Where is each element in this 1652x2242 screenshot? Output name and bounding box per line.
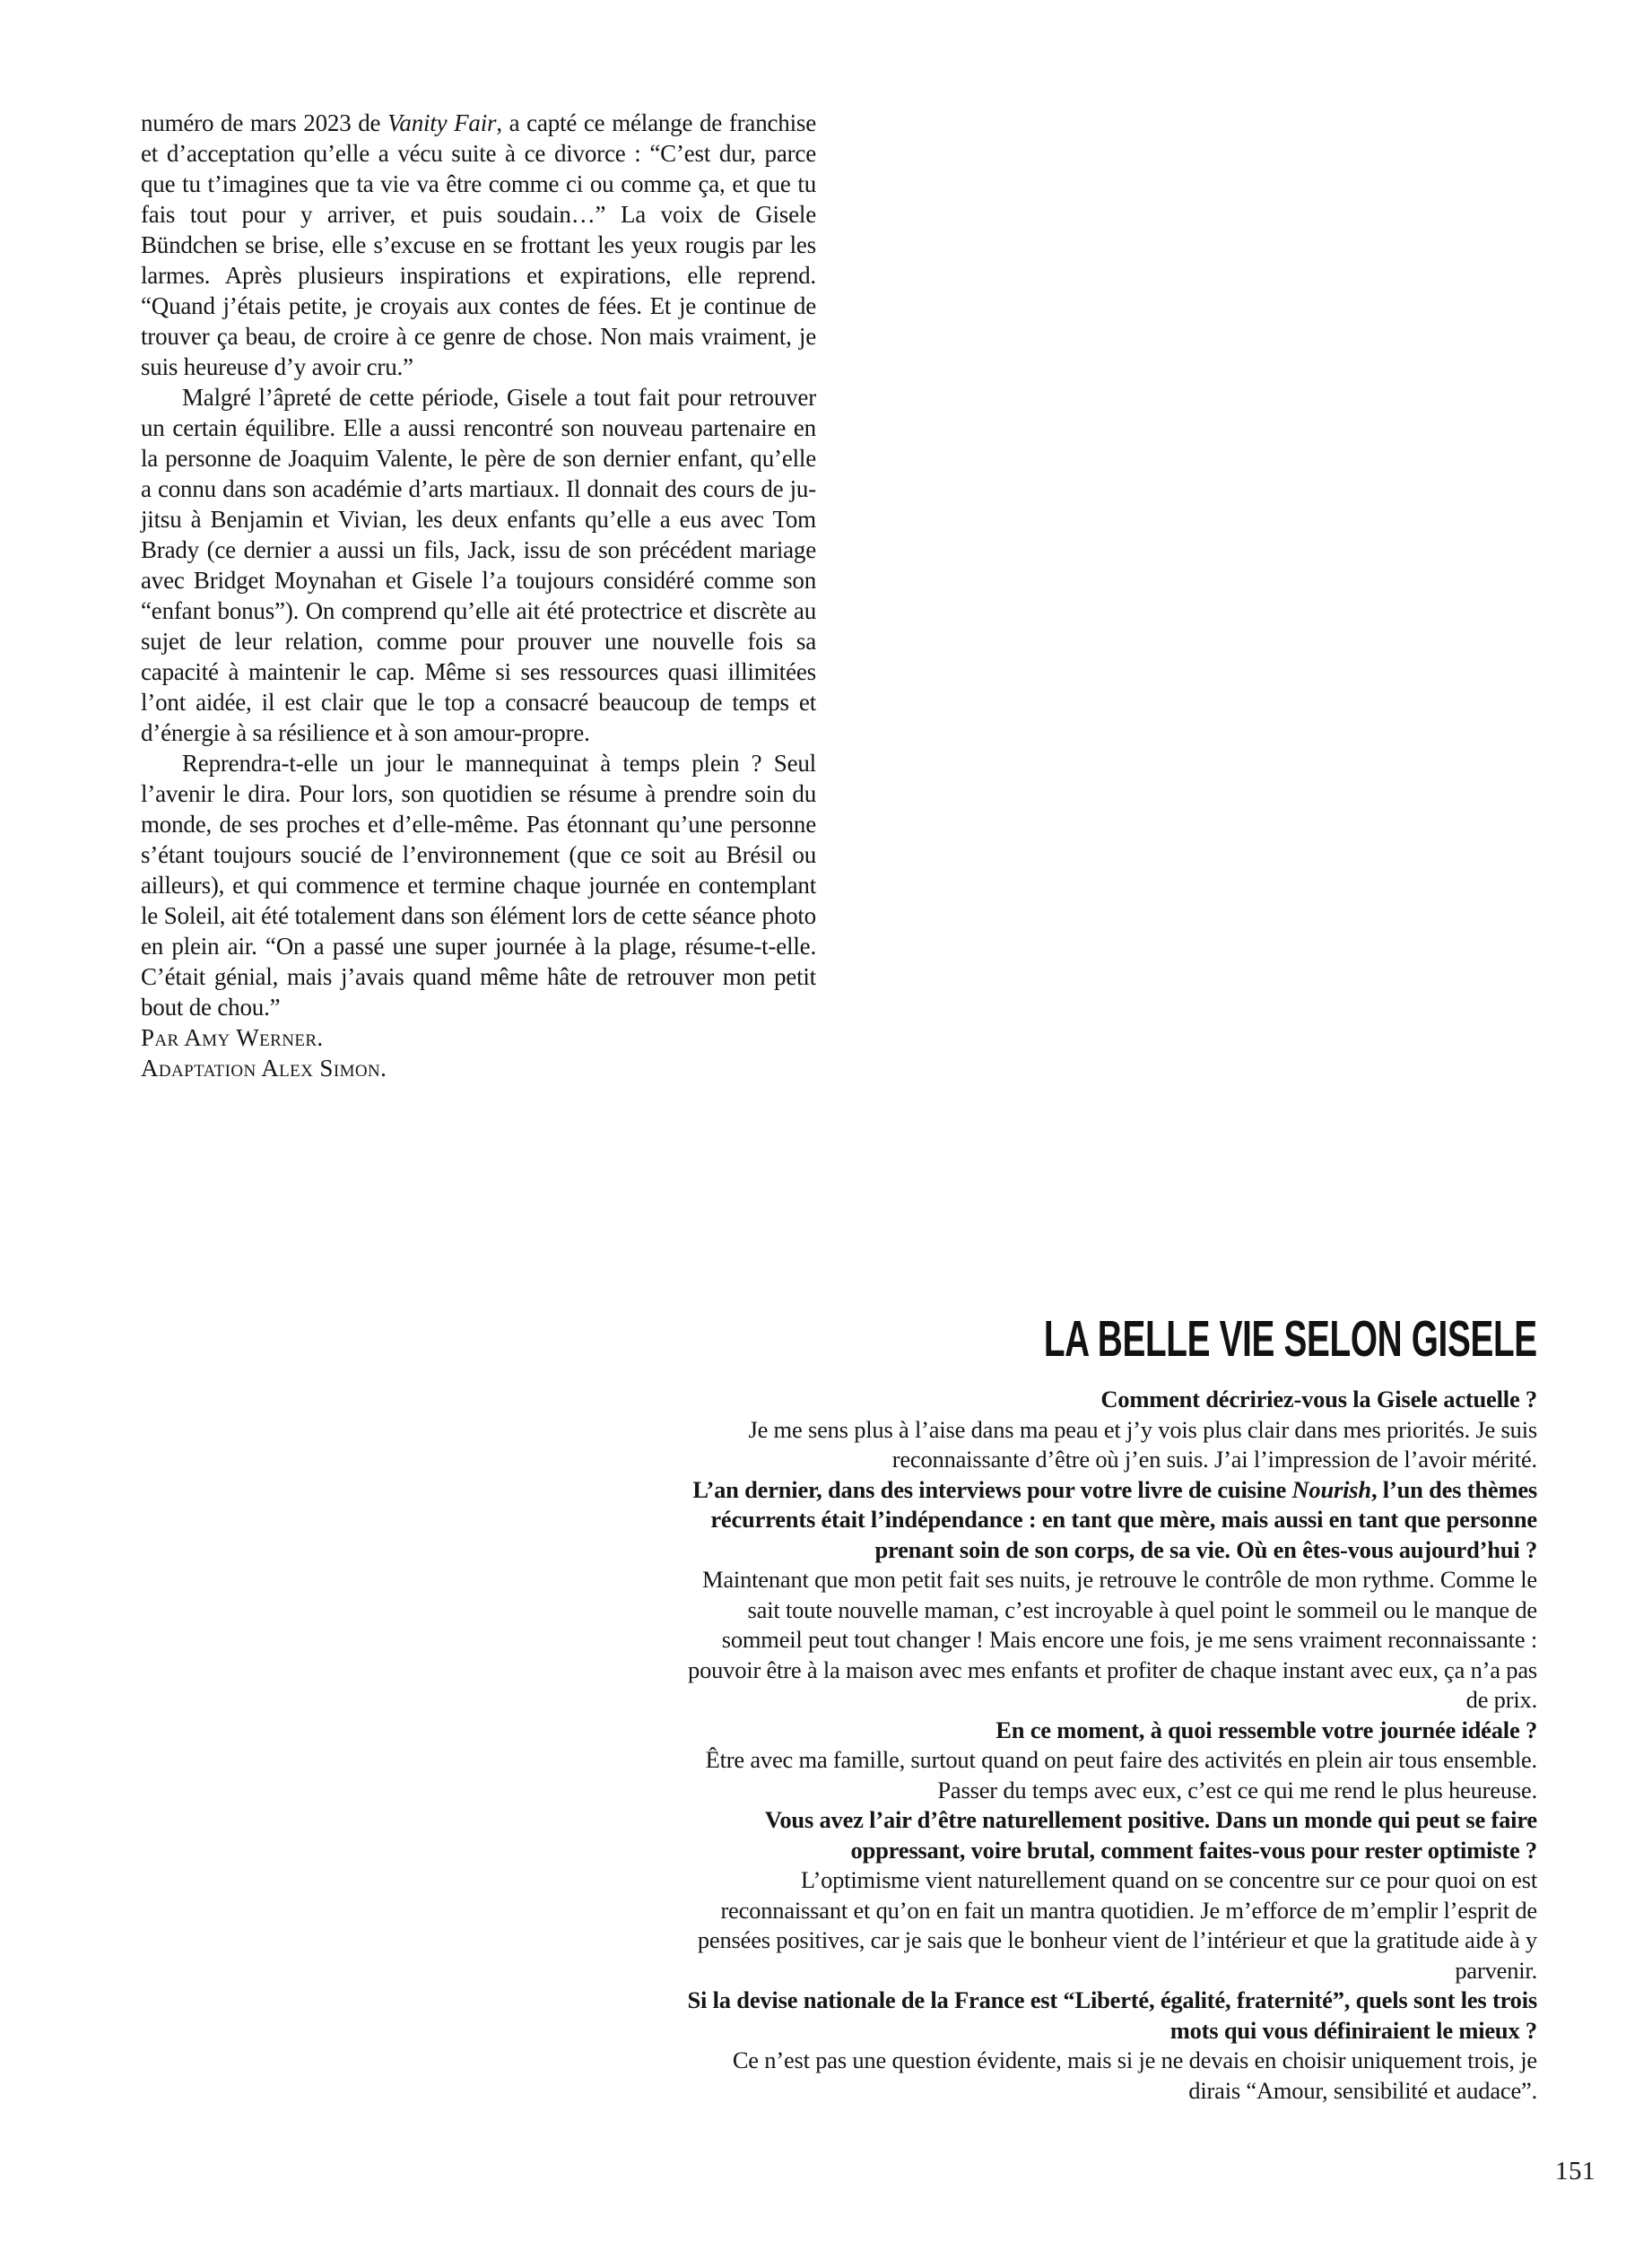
article-paragraph-1 [141, 108, 816, 382]
article-paragraph-3: Reprendra-t-elle un jour le mannequinat à temps plein ? Seul l’avenir le dira. Pour lors, son quotidien se résume à prendre soin du monde, de ses proches et d’elle-même. Pas étonnant qu’une personne s’étant toujours soucié de l’environnement (que ce soit au Brésil ou ailleurs), et qui commence et termine chaque journée en contemplant le Soleil, ait été totalement dans son élément lors de cette séance photo en plein air. “On a passé une super journée à la plage, résume-t-elle. C’était génial, mais j’avais quand même hâte de retrouver mon petit bout de chou.” [141, 750, 816, 1021]
interview-answer-4: L’optimisme vient naturellement quand on se concentre sur ce pour quoi on est reconnaissant et qu’on en fait un mantra quotidien. Je m’efforce de m’emplir l’esprit de pensées positives, car je sais que le bonheur vient de l’intérieur et que la gratitude aide à y parvenir. [697, 1866, 1537, 1984]
article-byline: Par Amy Werner. [141, 1024, 324, 1051]
magazine-title-italic: Vanity Fair [387, 109, 497, 136]
article-column [141, 108, 816, 1083]
interview-answer-2: Maintenant que mon petit fait ses nuits, je retrouve le contrôle de mon rythme. Comme le sait toute nouvelle maman, c’est incroyable à quel point le sommeil ou le manque de sommeil peut tout changer ! Mais encore une fois, je me sens vraiment reconnaissante : pouvoir être à la maison avec mes enfants et profiter de chaque instant avec eux, ça n’a pas de prix. [688, 1566, 1537, 1713]
interview-question-5: Si la devise nationale de la France est “Liberté, égalité, fraternité”, quels sont les trois mots qui vous définiraient le mieux ? [687, 1986, 1537, 2044]
interview-question-3: En ce moment, à quoi ressemble votre journée idéale ? [996, 1716, 1537, 1743]
interview-question-2-rest: , l’un des thèmes récurrents était l’indépendance : en tant que mère, mais aussi en tant que personne prenant soin de son corps, de sa vie. Où en êtes-vous aujourd’hui ? [710, 1475, 1537, 1563]
article-paragraph-1-rest: , a capté ce mélange de franchise et d’acceptation qu’elle a vécu suite à ce divorce : “C’est dur, parce que tu t’imagines que ta vie va être comme ci ou comme ça, et que tu fais tout pour y arriver, et puis soudain…” La voix de Gisele Bündchen se brise, elle s’excuse en se frottant les yeux rougis par les larmes. Après plusieurs inspirations et expirations, elle reprend. “Quand j’étais petite, je croyais aux contes de fées. Et je continue de trouver ça beau, de croire à ce genre de chose. Non mais vraiment, je suis heureuse d’y avoir cru.” [141, 109, 816, 380]
interview-question-4: Vous avez l’air d’être naturellement positive. Dans un monde qui peut se faire oppressant, voire brutal, comment faites-vous pour rester optimiste ? [764, 1806, 1537, 1864]
interview-section [678, 1310, 1537, 2106]
interview-title [678, 1310, 1537, 1368]
article-paragraph-2: Malgré l’âpreté de cette période, Gisele a tout fait pour retrouver un certain équilibre. Elle a aussi rencontré son nouveau partenaire en la personne de Joaquim Valente, le père de son dernier enfant, qu’elle a connu dans son académie d’arts martiaux. Il donnait des cours de ju-jitsu à Benjamin et Vivian, les deux enfants qu’elle a eus avec Tom Brady (ce dernier a aussi un fils, Jack, issu de son précédent mariage avec Bridget Moynahan et Gisele l’a toujours considéré comme son “enfant bonus”). On comprend qu’elle ait été protectrice et discrète au sujet de leur relation, comme pour prouver une nouvelle fois sa capacité à maintenir le cap. Même si ses ressources quasi illimitées l’ont aidée, il est clair que le top a consacré beaucoup de temps et d’énergie à sa résilience et à son amour-propre. [141, 384, 816, 746]
interview-question-2 [678, 1475, 1537, 1566]
article-paragraph-1-lead: numéro de mars 2023 de [141, 109, 388, 136]
page-number: 151 [1555, 2157, 1595, 2186]
interview-question-2-lead: L’an dernier, dans des interviews pour votre livre de cuisine [692, 1475, 1292, 1503]
article-adaptation-credit: Adaptation Alex Simon. [141, 1055, 387, 1082]
interview-title-text: LA BELLE VIE SELON GISELE [1043, 1310, 1537, 1368]
interview-answer-1: Je me sens plus à l’aise dans ma peau et j’y vois plus clair dans mes priorités. Je suis reconnaissante d’être où j’en suis. J’ai l’impression de l’avoir mérité. [748, 1415, 1537, 1473]
book-title-italic: Nourish [1291, 1475, 1371, 1503]
interview-answer-3: Être avec ma famille, surtout quand on peut faire des activités en plein air tous ensemble. Passer du temps avec eux, c’est ce qui me rend le plus heureuse. [705, 1746, 1537, 1803]
interview-question-1: Comment décririez-vous la Gisele actuelle ? [1100, 1386, 1537, 1412]
interview-answer-5: Ce n’est pas une question évidente, mais si je ne devais en choisir uniquement trois, je dirais “Amour, sensibilité et audace”. [732, 2046, 1537, 2104]
